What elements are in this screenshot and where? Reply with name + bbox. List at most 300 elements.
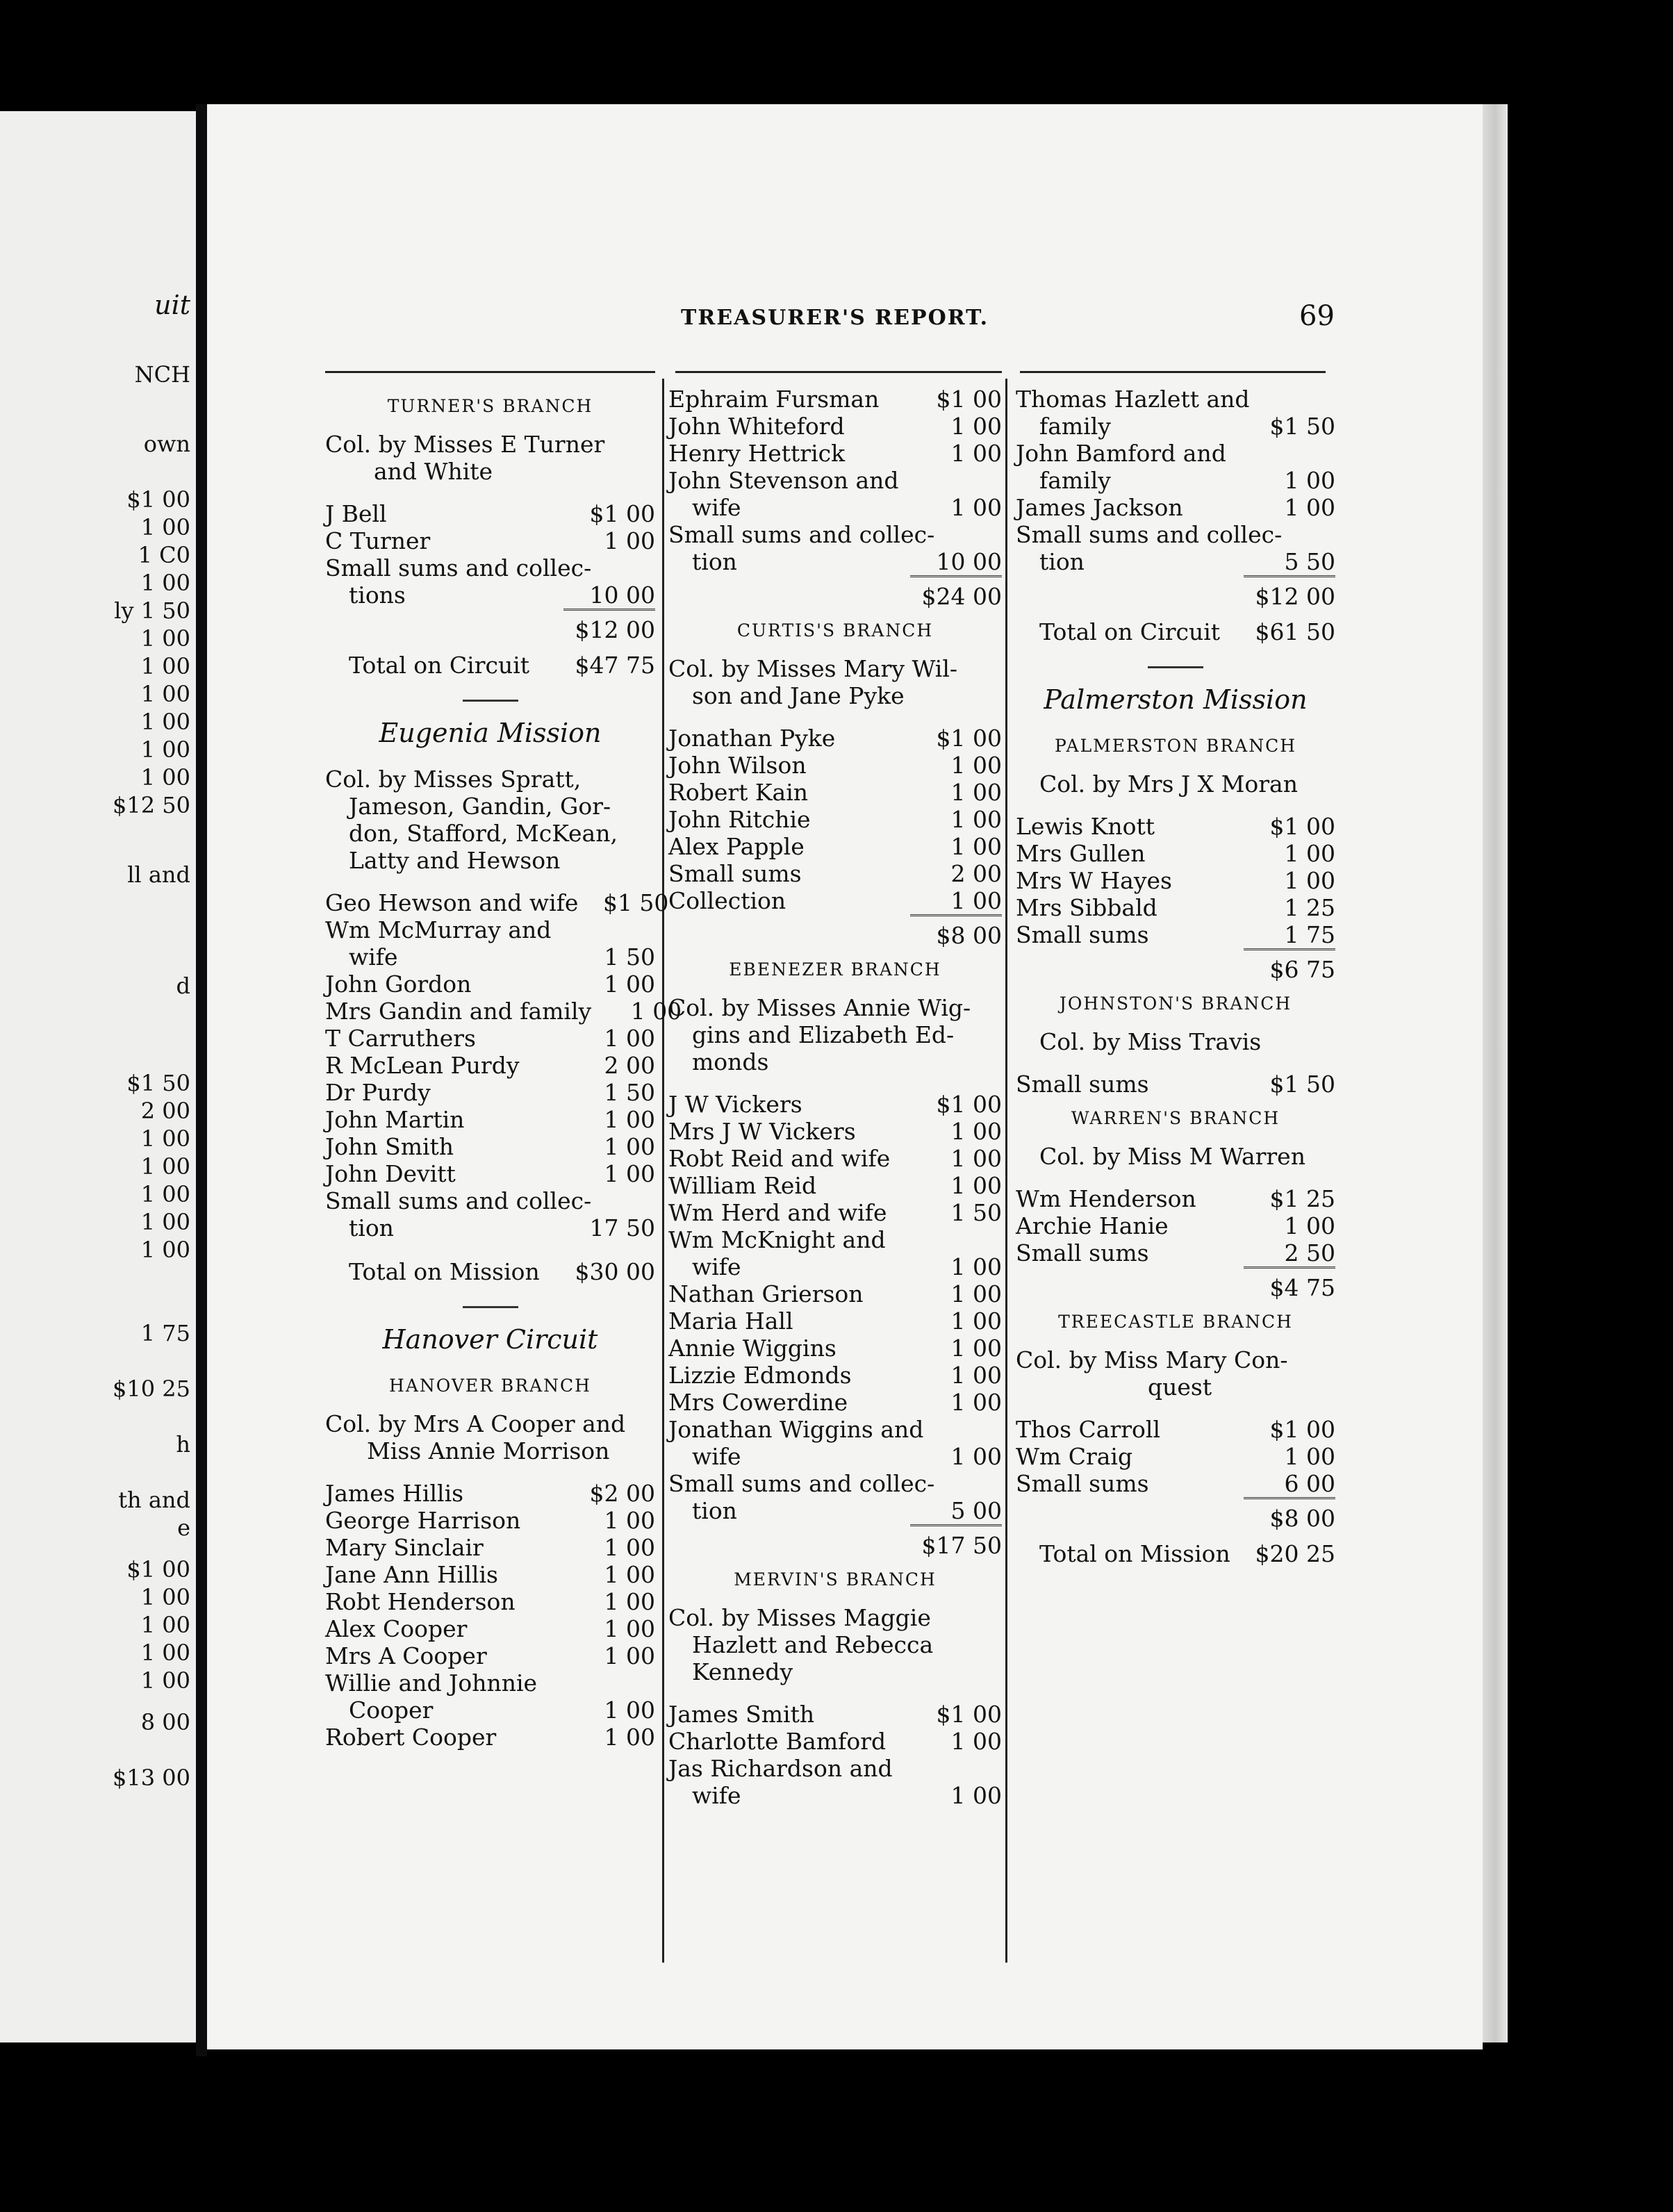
subtotal-value: $17 50 — [910, 1524, 1002, 1559]
entry-name: wife — [349, 943, 398, 971]
entry-amount: 1 00 — [950, 413, 1002, 440]
entry-line — [325, 1642, 655, 1669]
entry-list — [668, 1701, 1002, 1809]
entry-name: family — [1039, 467, 1111, 494]
collector-text: Latty and Hewson — [349, 847, 561, 874]
running-header: TREASURER'S REPORT. — [681, 306, 989, 330]
entry-name: Small sums and collec- — [1016, 521, 1283, 548]
section-rule — [1148, 666, 1203, 668]
entry-amount: 1 00 — [604, 1534, 655, 1561]
entry-line — [668, 1701, 1002, 1728]
entry-line — [668, 1118, 1002, 1145]
entry-name: Geo Hewson and wife — [325, 889, 579, 916]
entry-list — [668, 725, 1002, 914]
subtotal — [325, 609, 655, 643]
entry-line — [1016, 1416, 1335, 1443]
entry-amount: 1 00 — [604, 1507, 655, 1534]
entry-amount: 1 00 — [1284, 840, 1335, 867]
entry-name: Mrs Sibbald — [1016, 894, 1157, 921]
section-heading: TREECASTLE BRANCH — [1058, 1312, 1293, 1332]
column-1 — [325, 386, 682, 1751]
entry-name: Ephraim Fursman — [668, 386, 880, 413]
entry-name: Cooper — [349, 1697, 434, 1724]
entry-line — [325, 971, 655, 998]
collector-line — [1016, 1346, 1335, 1401]
entry-line — [1016, 386, 1335, 413]
column-divider — [662, 379, 664, 1963]
entry-name: Maria Hall — [668, 1307, 793, 1335]
entry-name: wife — [692, 1782, 741, 1809]
entry-list — [1016, 1071, 1335, 1098]
total-line — [325, 1258, 655, 1285]
entry-line — [325, 998, 682, 1025]
total-line — [1016, 1540, 1335, 1567]
entry-amount: 1 00 — [1284, 467, 1335, 494]
entry-line — [325, 1187, 655, 1214]
entry-line — [668, 1443, 1002, 1470]
entry-amount: 1 00 — [604, 1588, 655, 1615]
collector-line — [325, 431, 655, 485]
total-label: Total on Mission — [1039, 1540, 1230, 1567]
entry-amount: 1 00 — [1284, 867, 1335, 894]
left-page-text: 1 00 — [140, 1237, 190, 1263]
collector-text: Col. by Misses Annie Wig- — [668, 994, 971, 1021]
entry-amount — [912, 1226, 1002, 1253]
collector-text: Jameson, Gandin, Gor- — [349, 793, 611, 820]
subtotal — [1016, 1266, 1335, 1301]
left-page-text: 1 00 — [140, 1181, 190, 1207]
entry-amount: 1 00 — [1284, 1443, 1335, 1470]
entry-line — [325, 500, 655, 527]
entry-line — [668, 887, 1002, 914]
entry-amount: 1 00 — [950, 1172, 1002, 1199]
entry-amount: 1 50 — [950, 1199, 1002, 1226]
entry-line — [325, 581, 655, 609]
entry-line — [325, 1052, 655, 1079]
page-fold — [196, 104, 207, 2056]
collector-text: Kennedy — [692, 1658, 793, 1685]
entry-line — [1016, 548, 1335, 575]
entry-line — [325, 1534, 655, 1561]
entry-name: Small sums and collec- — [668, 1470, 935, 1497]
subtotal-value: $12 00 — [1244, 575, 1335, 610]
page-number: 69 — [1299, 300, 1335, 332]
entry-amount: 1 00 — [950, 779, 1002, 806]
collector-text: son and Jane Pyke — [692, 682, 905, 709]
entry-line — [325, 1133, 655, 1160]
entry-amount: 1 00 — [950, 833, 1002, 860]
entry-name: George Harrison — [325, 1507, 521, 1534]
entry-name: R McLean Purdy — [325, 1052, 520, 1079]
entry-line — [668, 1416, 1002, 1443]
entry-amount: 1 00 — [950, 1253, 1002, 1280]
entry-amount: 5 50 — [1284, 548, 1335, 575]
entry-list — [668, 386, 1002, 575]
circuit-title: Hanover Circuit — [382, 1324, 598, 1355]
collector-line — [325, 766, 655, 874]
collector-line: Col. by Miss Travis — [1039, 1028, 1262, 1055]
column-divider — [1005, 379, 1007, 1963]
collector-line — [668, 994, 1002, 1075]
total-value: $61 50 — [1255, 618, 1335, 645]
entry-amount — [912, 467, 1002, 494]
left-page-text: 2 00 — [140, 1098, 190, 1124]
collector-line — [325, 1410, 655, 1464]
entry-name: James Smith — [668, 1701, 815, 1728]
entry-line — [668, 725, 1002, 752]
entry-line — [668, 1728, 1002, 1755]
entry-name: Archie Hanie — [1016, 1212, 1169, 1239]
entry-name: Robt Reid and wife — [668, 1145, 891, 1172]
entry-name: John Martin — [325, 1106, 465, 1133]
collector-text: gins and Elizabeth Ed- — [692, 1021, 955, 1048]
subtotal — [1016, 948, 1335, 983]
entry-name: Wm Herd and wife — [668, 1199, 887, 1226]
header-rule — [1020, 371, 1326, 373]
collector-text: Col. by Mrs A Cooper and — [325, 1410, 626, 1437]
entry-amount: 6 00 — [1284, 1470, 1335, 1497]
entry-name: Robt Henderson — [325, 1588, 516, 1615]
entry-line — [325, 943, 655, 971]
left-page-text: NCH — [134, 361, 190, 388]
entry-name: Jas Richardson and — [668, 1755, 893, 1782]
entry-line — [1016, 813, 1335, 840]
section-heading: MERVIN'S BRANCH — [734, 1569, 937, 1590]
collector-text: don, Stafford, McKean, — [349, 820, 618, 847]
entry-line — [325, 889, 669, 916]
entry-amount: 2 50 — [1284, 1239, 1335, 1266]
entry-name: Henry Hettrick — [668, 440, 846, 467]
entry-line — [668, 386, 1002, 413]
entry-amount: $1 00 — [936, 1701, 1002, 1728]
entry-line — [1016, 467, 1335, 494]
entry-amount: 1 00 — [950, 887, 1002, 914]
entry-amount — [1250, 386, 1340, 413]
entry-amount: 1 00 — [1284, 1212, 1335, 1239]
section-heading: EBENEZER BRANCH — [729, 959, 941, 980]
entry-name: Wm Henderson — [1016, 1185, 1196, 1212]
entry-name: James Hillis — [325, 1480, 464, 1507]
entry-line — [668, 548, 1002, 575]
entry-list — [325, 500, 655, 609]
entry-name: Annie Wiggins — [668, 1335, 836, 1362]
entry-line — [1016, 1470, 1335, 1497]
entry-amount: 1 00 — [950, 1443, 1002, 1470]
entry-amount: 1 00 — [1284, 494, 1335, 521]
left-page-text: $1 00 — [126, 1556, 190, 1583]
entry-name: Mrs J W Vickers — [668, 1118, 856, 1145]
left-page-text: 1 00 — [140, 764, 190, 791]
entry-amount: $1 25 — [1269, 1185, 1335, 1212]
entry-amount — [934, 1470, 1025, 1497]
entry-name: Willie and Johnnie — [325, 1669, 538, 1697]
entry-line — [668, 521, 1002, 548]
entry-line — [325, 1669, 655, 1697]
entry-name: wife — [692, 1443, 741, 1470]
entry-line — [668, 779, 1002, 806]
entry-name: Mary Sinclair — [325, 1534, 484, 1561]
collector-text: quest — [1148, 1373, 1212, 1401]
entry-line — [325, 1106, 655, 1133]
entry-amount: 1 00 — [604, 527, 655, 554]
entry-amount: 1 00 — [630, 998, 682, 1025]
entry-line — [668, 494, 1002, 521]
entry-name: Mrs Gandin and family — [325, 998, 592, 1025]
subtotal-value: $8 00 — [910, 914, 1002, 949]
entry-line — [1016, 1185, 1335, 1212]
entry-line — [325, 554, 655, 581]
entry-list — [1016, 1416, 1335, 1497]
entry-line — [325, 1507, 655, 1534]
entry-amount: $1 50 — [1269, 413, 1335, 440]
collector-text: Col. by Miss Mary Con- — [1016, 1346, 1288, 1373]
left-page-text: th and — [118, 1487, 190, 1513]
entry-name: John Smith — [325, 1133, 454, 1160]
entry-amount: 1 00 — [604, 1106, 655, 1133]
entry-line — [668, 833, 1002, 860]
entry-line — [668, 806, 1002, 833]
total-value: $30 00 — [575, 1258, 655, 1285]
left-page-text: 1 00 — [140, 1125, 190, 1152]
entry-name: Lizzie Edmonds — [668, 1362, 852, 1389]
entry-name: family — [1039, 413, 1111, 440]
entry-amount — [565, 916, 655, 943]
entry-line — [1016, 440, 1335, 467]
entry-amount: $1 00 — [936, 1091, 1002, 1118]
total-line — [325, 652, 655, 679]
entry-line — [668, 860, 1002, 887]
left-page-text: 1 00 — [140, 1612, 190, 1638]
entry-amount: 1 00 — [950, 1782, 1002, 1809]
entry-line — [1016, 1071, 1335, 1098]
entry-amount: $1 00 — [1269, 1416, 1335, 1443]
entry-name: James Jackson — [1016, 494, 1183, 521]
subtotal — [668, 1524, 1002, 1559]
entry-line — [1016, 413, 1335, 440]
left-page-text: 1 00 — [140, 570, 190, 596]
entry-line — [325, 1615, 655, 1642]
entry-amount: 1 00 — [604, 971, 655, 998]
section-rule — [463, 700, 518, 702]
entry-name: Mrs W Hayes — [1016, 867, 1172, 894]
mission-title: Eugenia Mission — [379, 718, 602, 748]
entry-name: tions — [349, 581, 406, 609]
entry-name: tion — [692, 1497, 737, 1524]
subtotal — [668, 575, 1002, 610]
left-page-text: 1 00 — [140, 736, 190, 763]
column-3 — [1016, 386, 1335, 1577]
entry-amount: 1 00 — [604, 1724, 655, 1751]
entry-line — [325, 1214, 655, 1241]
collector-line — [668, 655, 1002, 709]
entry-name: John Gordon — [325, 971, 472, 998]
entry-line — [325, 527, 655, 554]
entry-line — [1016, 867, 1335, 894]
entry-list — [325, 1480, 655, 1751]
left-page-text: ll and — [127, 861, 190, 888]
left-page-text: ly 1 50 — [114, 597, 190, 624]
entry-list — [1016, 386, 1335, 575]
entry-name: tion — [1039, 548, 1085, 575]
total-label: Total on Circuit — [1039, 618, 1221, 645]
collector-line: Col. by Miss M Warren — [1039, 1143, 1305, 1170]
entry-name: tion — [692, 548, 737, 575]
entry-name: Small sums — [668, 860, 802, 887]
entry-line — [1016, 1239, 1335, 1266]
entry-name: Dr Purdy — [325, 1079, 431, 1106]
entry-line — [325, 1697, 655, 1724]
entry-name: Nathan Grierson — [668, 1280, 864, 1307]
entry-name: Alex Papple — [668, 833, 805, 860]
entry-name: tion — [349, 1214, 394, 1241]
entry-amount — [1245, 440, 1335, 467]
entry-line — [668, 1172, 1002, 1199]
entry-amount: 1 25 — [1284, 894, 1335, 921]
entry-name: Small sums — [1016, 1071, 1149, 1098]
entry-list — [668, 1091, 1002, 1524]
entry-amount: 1 00 — [950, 752, 1002, 779]
entry-line — [668, 1470, 1002, 1497]
entry-amount — [934, 521, 1025, 548]
mission-title: Palmerston Mission — [1044, 684, 1308, 715]
entry-line — [325, 1588, 655, 1615]
section-heading: WARREN'S BRANCH — [1071, 1108, 1280, 1128]
entry-name: Small sums — [1016, 1239, 1149, 1266]
entry-name: Mrs Cowerdine — [668, 1389, 848, 1416]
subtotal — [1016, 1497, 1335, 1532]
page-edge — [1483, 104, 1508, 2042]
collector-line — [668, 1604, 1002, 1685]
section-heading: JOHNSTON'S BRANCH — [1059, 993, 1292, 1014]
entry-amount: 1 00 — [604, 1133, 655, 1160]
entry-line — [668, 1199, 1002, 1226]
entry-amount: 1 00 — [950, 1389, 1002, 1416]
entry-amount: 1 00 — [950, 494, 1002, 521]
subtotal-value: $24 00 — [910, 575, 1002, 610]
left-page-text: 1 00 — [140, 1209, 190, 1235]
section-heading: TURNER'S BRANCH — [387, 396, 593, 416]
left-page-text: 1 00 — [140, 1153, 190, 1180]
entry-line — [668, 1497, 1002, 1524]
entry-line — [325, 1561, 655, 1588]
entry-amount: 1 00 — [950, 1362, 1002, 1389]
entry-line — [1016, 1212, 1335, 1239]
entry-name: Collection — [668, 887, 786, 914]
entry-name: Small sums and collec- — [325, 554, 592, 581]
total-label: Total on Circuit — [349, 652, 530, 679]
entry-name: wife — [692, 494, 741, 521]
entry-amount: 2 00 — [950, 860, 1002, 887]
entry-line — [1016, 921, 1335, 948]
section-rule — [463, 1306, 518, 1308]
collector-text: Col. by Misses Spratt, — [325, 766, 582, 793]
entry-name: Lewis Knott — [1016, 813, 1155, 840]
entry-name: Robert Kain — [668, 779, 809, 806]
left-page-text: own — [143, 431, 190, 457]
entry-list — [1016, 813, 1335, 948]
entry-amount: $1 00 — [936, 725, 1002, 752]
entry-name: Jonathan Pyke — [668, 725, 836, 752]
entry-list — [325, 889, 682, 1241]
entry-name: Small sums — [1016, 921, 1149, 948]
entry-name: Small sums and collec- — [668, 521, 935, 548]
entry-line — [668, 1091, 1002, 1118]
left-page-text: 1 00 — [140, 681, 190, 707]
collector-text: monds — [692, 1048, 769, 1075]
entry-amount — [1282, 521, 1372, 548]
section-heading: CURTIS'S BRANCH — [736, 620, 934, 641]
entry-amount: 1 00 — [604, 1160, 655, 1187]
entry-name: John Wilson — [668, 752, 807, 779]
entry-line — [668, 1389, 1002, 1416]
entry-name: Charlotte Bamford — [668, 1728, 887, 1755]
entry-amount: 1 75 — [1284, 921, 1335, 948]
entry-line — [668, 413, 1002, 440]
total-line — [1016, 618, 1335, 645]
entry-name: John Ritchie — [668, 806, 811, 833]
collector-line: Col. by Mrs J X Moran — [1039, 770, 1298, 798]
entry-amount: $1 00 — [936, 386, 1002, 413]
entry-amount: 1 00 — [950, 1728, 1002, 1755]
entry-amount: 1 00 — [950, 1118, 1002, 1145]
left-page-text: 1 00 — [140, 653, 190, 679]
subtotal — [668, 914, 1002, 949]
entry-line — [1016, 894, 1335, 921]
entry-amount: 1 00 — [950, 806, 1002, 833]
entry-amount: $1 50 — [602, 889, 669, 916]
entry-line — [325, 916, 655, 943]
subtotal-value: $6 75 — [1244, 948, 1335, 983]
left-page-text: 1 C0 — [138, 542, 190, 568]
entry-amount: 1 00 — [604, 1615, 655, 1642]
left-page-text: 1 00 — [140, 709, 190, 735]
left-page-text: $13 00 — [113, 1765, 190, 1791]
entry-line — [668, 440, 1002, 467]
entry-name: T Carruthers — [325, 1025, 476, 1052]
entry-line — [325, 1025, 655, 1052]
entry-amount: 1 00 — [950, 1280, 1002, 1307]
entry-line — [1016, 521, 1335, 548]
entry-amount: 1 00 — [604, 1642, 655, 1669]
entry-name: C Turner — [325, 527, 431, 554]
entry-name: Robert Cooper — [325, 1724, 497, 1751]
entry-name: Small sums and collec- — [325, 1187, 592, 1214]
left-page-fragment — [0, 111, 196, 2042]
entry-name: Wm McKnight and — [668, 1226, 886, 1253]
entry-line — [668, 752, 1002, 779]
left-page-text: 1 00 — [140, 1640, 190, 1666]
section-heading: PALMERSTON BRANCH — [1054, 736, 1297, 756]
left-page-text: $10 25 — [113, 1376, 190, 1402]
entry-amount: $2 00 — [589, 1480, 655, 1507]
entry-name: J W Vickers — [668, 1091, 802, 1118]
entry-name: Thos Carroll — [1016, 1416, 1161, 1443]
subtotal — [1016, 575, 1335, 610]
entry-line — [668, 1145, 1002, 1172]
entry-line — [668, 1362, 1002, 1389]
entry-line — [1016, 840, 1335, 867]
entry-name: Jane Ann Hillis — [325, 1561, 498, 1588]
left-page-text: d — [176, 973, 190, 999]
section-heading: HANOVER BRANCH — [389, 1376, 591, 1396]
entry-line — [668, 1307, 1002, 1335]
entry-amount: $1 50 — [1269, 1071, 1335, 1098]
entry-amount: 1 00 — [950, 1335, 1002, 1362]
entry-line — [668, 1335, 1002, 1362]
left-page-text: $12 50 — [113, 792, 190, 818]
left-page-text: $1 50 — [126, 1070, 190, 1096]
collector-text: Hazlett and Rebecca — [692, 1631, 934, 1658]
